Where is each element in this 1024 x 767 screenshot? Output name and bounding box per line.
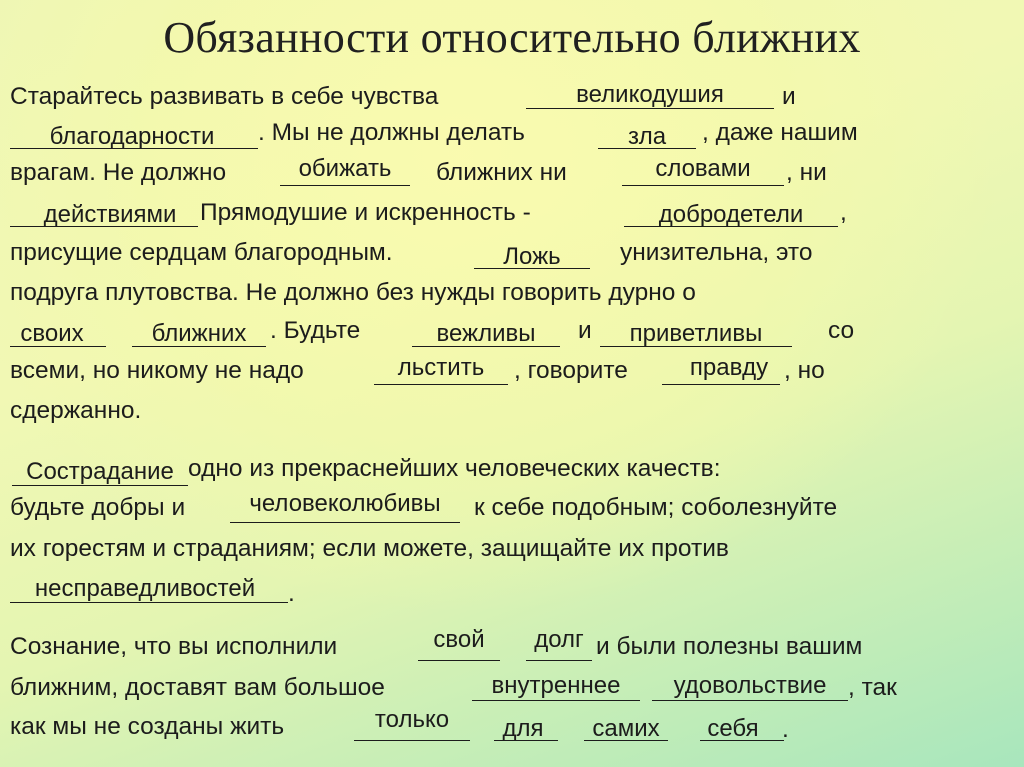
answer-blank <box>526 660 592 661</box>
text-line: их горестям и страданиям; если можете, защищайте их против <box>10 535 729 562</box>
text-line: , так <box>848 674 897 701</box>
answer-text: льстить <box>397 354 485 381</box>
answer-blank <box>652 700 848 701</box>
answer-blank <box>10 602 288 603</box>
answer-text: человеколюбивы <box>249 490 441 517</box>
text-line: и были полезны вашим <box>596 633 863 660</box>
answer-blank <box>622 185 784 186</box>
answer-text: обижать <box>298 155 392 182</box>
answer-blank <box>418 660 500 661</box>
text-line: будьте добры и <box>10 494 186 521</box>
answer-text: действиями <box>43 201 177 228</box>
text-line: сдержанно. <box>10 397 142 424</box>
text-line: . Будьте <box>270 317 361 344</box>
text-line: Прямодушие и искренность - <box>200 199 531 226</box>
text-line: и <box>782 83 796 110</box>
answer-text: долг <box>534 626 584 653</box>
text-line: Старайтесь развивать в себе чувства <box>10 83 439 110</box>
text-line: , даже нашим <box>702 119 858 146</box>
answer-blank <box>230 522 460 523</box>
answer-text: благодарности <box>49 123 215 150</box>
text-line: ближним, доставят вам большое <box>10 674 385 701</box>
text-line: как мы не созданы жить <box>10 713 285 740</box>
answer-text: самих <box>592 715 660 742</box>
answer-text: великодушия <box>576 81 724 108</box>
answer-text: словами <box>655 155 751 182</box>
answer-blank <box>354 740 470 741</box>
answer-text: для <box>502 715 544 742</box>
page-title: Обязанности относительно ближних <box>163 13 861 62</box>
answer-text: ближних <box>151 320 247 347</box>
text-line: со <box>828 317 855 344</box>
answer-blank <box>12 485 188 486</box>
answer-text: зла <box>627 123 667 150</box>
answer-text: приветливы <box>629 320 763 347</box>
text-line: врагам. Не должно <box>10 159 227 186</box>
answer-blank <box>374 384 508 385</box>
answer-blank <box>280 185 410 186</box>
answer-text: только <box>374 706 450 733</box>
text-line: к себе подобным; соболезнуйте <box>474 494 838 521</box>
text-line: и <box>578 317 592 344</box>
answer-text: удовольствие <box>673 672 827 699</box>
text-line: одно из прекраснейших человеческих качеств: <box>188 455 721 482</box>
text-line: унизительна, это <box>620 239 813 266</box>
answer-text: вежливы <box>436 320 536 347</box>
text-line: всеми, но никому не надо <box>10 357 304 384</box>
answer-text: себя <box>707 715 759 742</box>
text-line: , говорите <box>514 357 628 384</box>
answer-text: своих <box>20 320 84 347</box>
text-line: , <box>840 199 847 226</box>
answer-text: добродетели <box>658 201 804 228</box>
text-line: ближних ни <box>436 159 567 186</box>
answer-blank <box>662 384 780 385</box>
text-line: , но <box>784 357 825 384</box>
answer-blank <box>526 108 774 109</box>
text-line: подруга плутовства. Не должно без нужды говорить дурно о <box>10 279 696 306</box>
text-line: . <box>782 716 789 743</box>
answer-text: несправедливостей <box>34 575 256 602</box>
text-line: . Мы не должны делать <box>258 119 525 146</box>
text-line: присущие сердцам благородным. <box>10 239 393 266</box>
answer-blank <box>472 700 640 701</box>
answer-text: Ложь <box>503 243 561 270</box>
answer-text: свой <box>433 626 485 653</box>
text-line: . <box>288 580 295 607</box>
answer-text: внутреннее <box>491 672 621 699</box>
text-line: , ни <box>786 159 827 186</box>
text-line: Сознание, что вы исполнили <box>10 633 338 660</box>
answer-text: правду <box>689 354 769 381</box>
answer-text: Сострадание <box>26 458 174 485</box>
